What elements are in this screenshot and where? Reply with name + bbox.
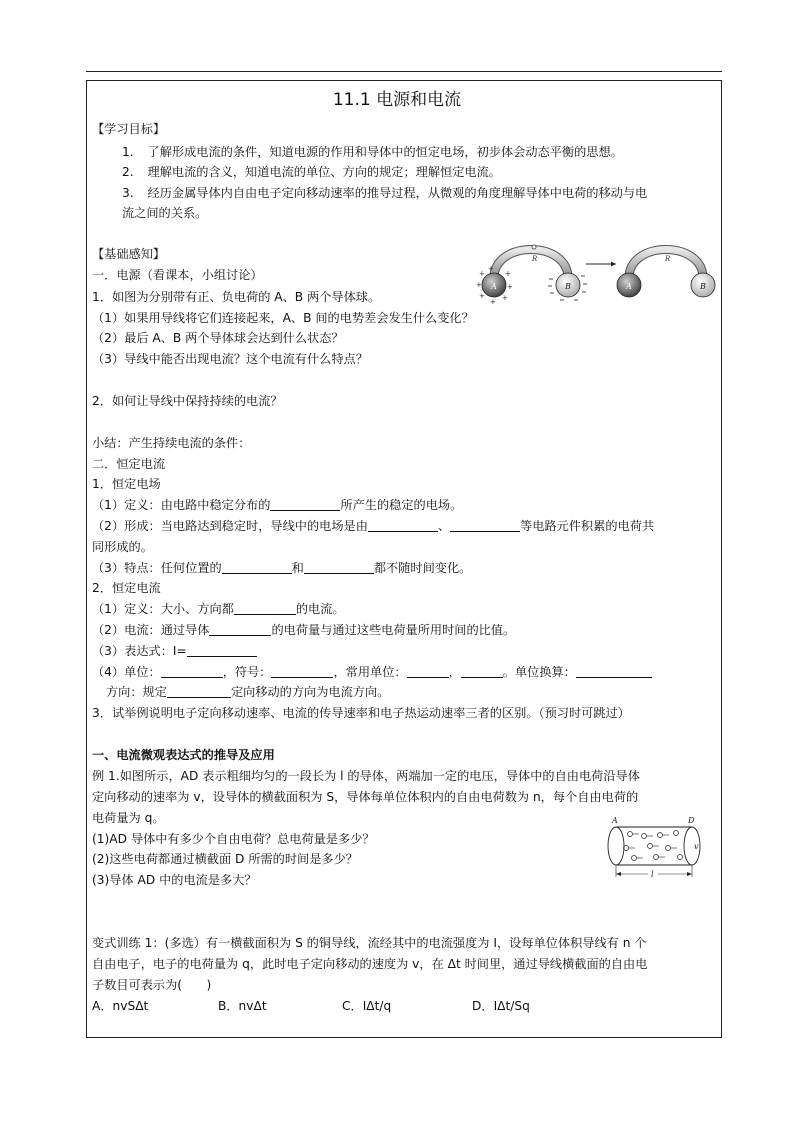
svg-text:+: + xyxy=(505,270,511,278)
fill-blank[interactable] xyxy=(187,642,257,657)
steady-field-definition xyxy=(92,495,462,515)
goal-item-2 xyxy=(122,162,501,182)
text: 的电流。 xyxy=(295,602,345,616)
variant-line-3: 子数目可表示为( ) xyxy=(92,978,212,992)
text: 方向：规定 xyxy=(106,685,167,699)
fill-blank[interactable] xyxy=(576,663,652,678)
text: ，常用单位： xyxy=(333,665,407,679)
question-2: 2．如何让导线中保持持续的电流？ xyxy=(92,394,283,408)
text: （1）定义：大小、方向都 xyxy=(92,602,234,616)
example-1-line-2: 定向移动的速率为 v，设导体的横截面积为 S，导体每单位体积内的自由电荷数为 n，每个自由电荷的 xyxy=(92,790,639,804)
variant-line-2: 自由电子，电子的电荷量为 q，此时电子定向移动的速度为 v，在 Δt 时间里，通过导线横截面的自由电 xyxy=(92,957,648,971)
steady-field-feature xyxy=(92,558,471,578)
micro-heading: 一、电流微观表达式的推导及应用 xyxy=(92,748,275,762)
svg-text:+: + xyxy=(488,265,494,273)
svg-text:+: + xyxy=(476,281,482,289)
fill-blank[interactable] xyxy=(271,663,333,678)
variant-option-a: A．nvSΔt xyxy=(92,999,149,1013)
goals-heading: 【学习目标】 xyxy=(92,122,166,136)
fill-blank[interactable] xyxy=(450,517,520,532)
text: 定向移动的方向为电流方向。 xyxy=(230,685,390,699)
question-3: 3．试举例说明电子定向移动速率、电流的传导速率和电子热运动速率三者的区别。（预习时可跳过） xyxy=(92,706,630,720)
example-1-line-1: 例 1.如图所示，AD 表示粗细均匀的一段长为 l 的导体，两端加一定的电压，导体中的自由电荷沿导体 xyxy=(92,769,640,783)
text: （2）形成：当电路达到稳定时，导线中的电场是由 xyxy=(92,519,368,533)
text: （3）特点：任何位置的 xyxy=(92,561,222,575)
free-charges xyxy=(624,831,683,861)
conductor-figure xyxy=(598,815,714,881)
label-a: A xyxy=(612,816,618,825)
label-a: A xyxy=(491,282,497,291)
label-b: B xyxy=(700,282,706,291)
current-expression xyxy=(92,641,257,661)
goal-number: 1. xyxy=(122,145,134,159)
text: 的电荷量与通过这些电荷量所用时间的比值。 xyxy=(271,623,516,637)
text: 和 xyxy=(291,561,304,575)
current-definition xyxy=(92,620,515,640)
svg-text:+: + xyxy=(502,294,508,302)
summary: 小结：产生持续电流的条件： xyxy=(92,436,251,450)
goal-text: 了解形成电流的条件，知道电源的作用和导体中的恒定电场，初步体会动态平衡的思想。 xyxy=(147,145,623,159)
label-r: R xyxy=(532,255,538,263)
fill-blank[interactable] xyxy=(167,683,231,698)
question-1-1: （1）如果用导线将它们连接起来，A、B 间的电势差会发生什么变化？ xyxy=(92,311,474,325)
fill-blank[interactable] xyxy=(407,663,449,678)
text: 都不随时间变化。 xyxy=(373,561,472,575)
question-1-2: （2）最后 A、B 两个导体球会达到什么状态？ xyxy=(92,331,344,345)
goal-text: 经历金属导体内自由电子定向移动速率的推导过程，从微观的角度理解导体中电荷的移动与电 xyxy=(147,186,648,200)
example-1-question-1: (1)AD 导体中有多少个自由电荷？总电荷量是多少？ xyxy=(92,832,375,846)
text: 所产生的稳定的电场。 xyxy=(340,498,463,512)
example-1-question-3: (3)导体 AD 中的电流是多大？ xyxy=(92,873,257,887)
steady-current-definition xyxy=(92,599,345,619)
text: （4）单位： xyxy=(92,665,161,679)
fill-blank[interactable] xyxy=(222,559,292,574)
text: （3）表达式：I= xyxy=(92,644,187,658)
question-1-3: （3）导线中能否出现电流？这个电流有什么特点？ xyxy=(92,352,368,366)
goal-number: 3. xyxy=(122,186,134,200)
charged-spheres-figure xyxy=(476,234,716,306)
page-top-rule xyxy=(86,71,722,72)
current-direction xyxy=(106,682,389,702)
fill-blank[interactable] xyxy=(234,600,296,615)
label-v: v xyxy=(694,842,699,851)
fill-blank[interactable] xyxy=(304,559,374,574)
svg-text:+: + xyxy=(479,270,485,278)
goal-item-3 xyxy=(122,183,647,203)
goal-item-3-cont: 流之间的关系。 xyxy=(122,206,208,220)
section-power-source: 一．电源（看课本，小组讨论） xyxy=(92,268,263,282)
section-steady-current: 二．恒定电流 xyxy=(92,457,166,471)
text: 等电路元件积累的电荷共 xyxy=(520,519,655,533)
electron-icon xyxy=(532,245,536,249)
label-b: B xyxy=(565,282,571,291)
fill-blank[interactable] xyxy=(368,517,438,532)
label-a: A xyxy=(626,282,632,291)
text: 。单位换算： xyxy=(502,665,576,679)
steady-field-heading: 1．恒定电场 xyxy=(92,477,161,491)
variant-line-1: 变式训练 1：(多选）有一横截面积为 S 的铜导线，流经其中的电流强度为 I，设每单位体积导线有 n 个 xyxy=(92,936,647,950)
goal-number: 2. xyxy=(122,165,134,179)
goal-text: 理解电流的含义，知道电流的单位、方向的规定；理解恒定电流。 xyxy=(147,165,501,179)
goal-item-1 xyxy=(122,142,623,162)
example-1-question-2: (2)这些电荷都通过横截面 D 所需的时间是多少？ xyxy=(92,852,358,866)
cross-section-a xyxy=(608,827,624,865)
svg-text:+: + xyxy=(479,292,485,300)
label-r: R xyxy=(665,255,671,263)
page-title: 11.1 电源和电流 xyxy=(332,90,462,110)
label-d: D xyxy=(688,816,695,825)
text: （1）定义：由电路中稳定分布的 xyxy=(92,498,271,512)
fill-blank[interactable] xyxy=(270,496,340,511)
current-unit xyxy=(92,662,652,682)
fill-blank[interactable] xyxy=(461,663,503,678)
text: 、 xyxy=(437,519,451,533)
steady-field-formation xyxy=(92,516,654,536)
variant-option-b: B．nvΔt xyxy=(218,999,267,1013)
svg-text:+: + xyxy=(507,283,513,291)
question-1: 1．如图为分别带有正、负电荷的 A、B 两个导体球。 xyxy=(92,290,381,304)
label-l: l xyxy=(651,870,654,879)
fill-blank[interactable] xyxy=(209,621,271,636)
basic-heading: 【基础感知】 xyxy=(92,247,166,261)
text: ， xyxy=(448,665,461,679)
fill-blank[interactable] xyxy=(161,663,223,678)
steady-field-formation-cont: 同形成的。 xyxy=(92,540,153,554)
svg-text:+: + xyxy=(490,298,496,306)
text: ，符号： xyxy=(222,665,272,679)
example-1-line-3: 电荷量为 q。 xyxy=(92,811,165,825)
steady-current-heading: 2．恒定电流 xyxy=(92,581,161,595)
variant-option-d: D．IΔt/Sq xyxy=(472,999,530,1013)
text: （2）电流：通过导体 xyxy=(92,623,210,637)
variant-option-c: C．IΔt/q xyxy=(342,999,392,1013)
